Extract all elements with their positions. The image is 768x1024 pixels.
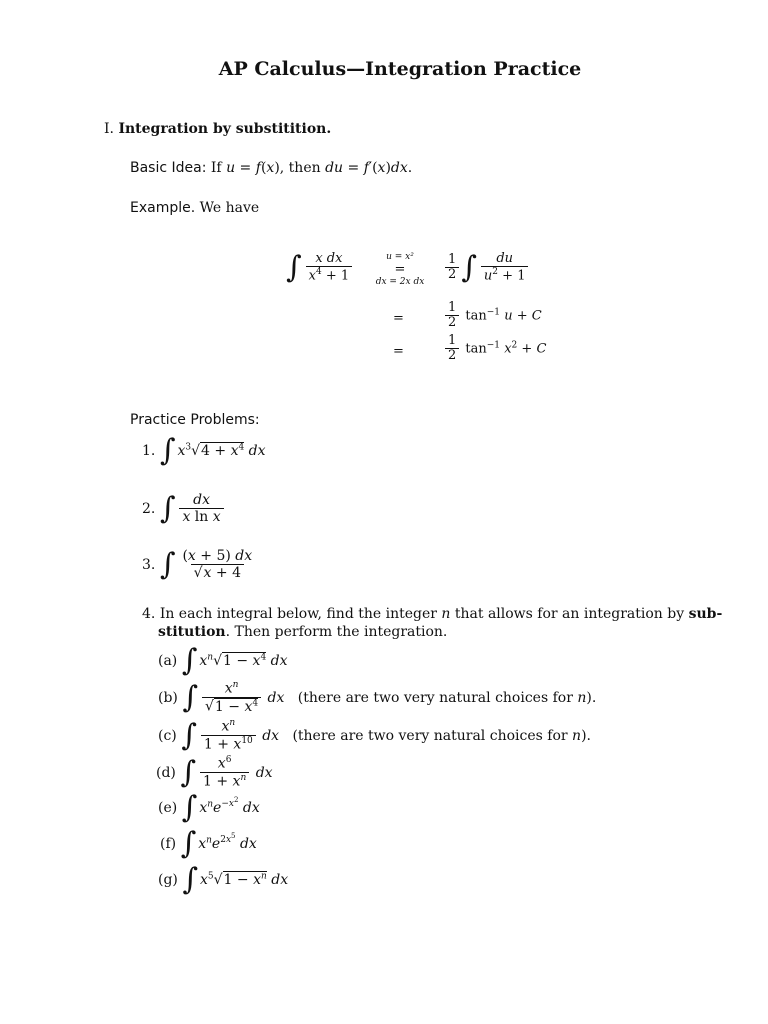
- problem-3: 3. ∫ $\frac{(x + 5) dx}{√x + 4}$: [142, 547, 253, 583]
- basic-idea-period: .: [407, 160, 413, 176]
- basic-idea-label: Basic Idea:: [130, 160, 207, 176]
- part-b-note-end: ).: [586, 689, 597, 706]
- part-label: (b): [158, 689, 178, 706]
- problem-4-text-b: that allows for an integration by: [454, 606, 685, 622]
- part-g: (g) ∫ $x^5√1 - x^n$ dx: [158, 862, 289, 897]
- page-title: AP Calculus—Integration Practice: [218, 58, 582, 80]
- equals-sign: =: [394, 262, 406, 277]
- part-c: (c) ∫ $\frac{x^n}{1 + x^{10}}$ dx (there are two very natural choices for n).: [158, 717, 591, 753]
- problem-number: 4.: [142, 606, 156, 622]
- part-d: (d) ∫ $\frac{x^6}{1 + x^n}$ dx: [156, 754, 273, 790]
- problem-4-bold-a: sub-: [688, 606, 723, 622]
- equals-sign-2: =: [393, 311, 404, 326]
- basic-idea: Basic Idea: If u = f(x), then du = f′(x)dx.: [130, 160, 413, 176]
- part-label: (g): [158, 872, 178, 888]
- basic-idea-if: If: [210, 160, 222, 176]
- problem-2: 2. ∫ $\frac{dx}{\text{x ln x}}$: [142, 493, 226, 525]
- example-integral-lhs: ∫ $\frac{\text{x dx}}{x^4 + 1}$: [286, 252, 354, 285]
- problem-4-text-a: In each integral below, find the integer: [159, 606, 437, 622]
- section-title: Integration by substitition.: [118, 121, 332, 137]
- equals-sign-3: =: [393, 344, 404, 359]
- part-label: (c): [158, 727, 177, 744]
- part-label: (e): [158, 800, 178, 816]
- problem-number: 3.: [142, 557, 156, 574]
- section-heading: [104, 121, 331, 137]
- part-e: (e) ∫ $x^ne^{-x^2}$ dx: [158, 790, 260, 825]
- problem-4-text-c: . Then perform the integration.: [225, 624, 448, 640]
- problem-number: 2.: [142, 501, 156, 518]
- example-integral-rhs: $\frac{1}{2}$ ∫ $\frac{du}{u^2 + 1}$: [443, 252, 530, 285]
- part-b-note: (there are two very natural choices for: [297, 689, 573, 706]
- part-c-note-end: ).: [581, 727, 591, 744]
- basic-idea-then: , then: [279, 160, 321, 176]
- problem-4-text: 4. In each integral below, find the integer n that allows for an integration by sub-: [142, 606, 723, 622]
- part-f: (f) ∫ $x^ne^{2x^5}$ dx: [160, 826, 257, 861]
- problem-1: 1. ∫ $x^3√4 + x^4$ dx: [142, 433, 266, 468]
- problem-number: 1.: [142, 443, 156, 459]
- part-label: (f): [160, 836, 177, 852]
- example-text: We have: [199, 200, 260, 216]
- section-numeral: I.: [104, 121, 114, 137]
- example-line: [130, 200, 259, 216]
- example-label: Example.: [130, 200, 196, 216]
- part-label: (d): [156, 764, 176, 781]
- part-a: (a) ∫ $x^n√1 - x^4$ dx: [158, 643, 288, 678]
- part-c-note: (there are two very natural choices for: [292, 727, 568, 744]
- part-b: (b) ∫ $\frac{x^n}{√1 - x^4}$ dx (there are two very natural choices for n).: [158, 679, 597, 715]
- substitution-under: dx = 2x dx: [375, 277, 425, 287]
- problem-4-bold-b: stitution: [158, 624, 226, 640]
- problem-4-text-line2: [158, 624, 447, 640]
- practice-label: Practice Problems:: [130, 412, 260, 428]
- substitution-over: u = x²: [386, 252, 414, 262]
- example-step-3: $\frac{1}{2}$ $\tan^{-1} x^2 + C$: [443, 334, 546, 364]
- substitution-equals: [368, 252, 432, 287]
- example-step-2: $\frac{1}{2}$ $\tan^{-1} u + C$: [443, 301, 542, 331]
- part-label: (a): [158, 653, 178, 669]
